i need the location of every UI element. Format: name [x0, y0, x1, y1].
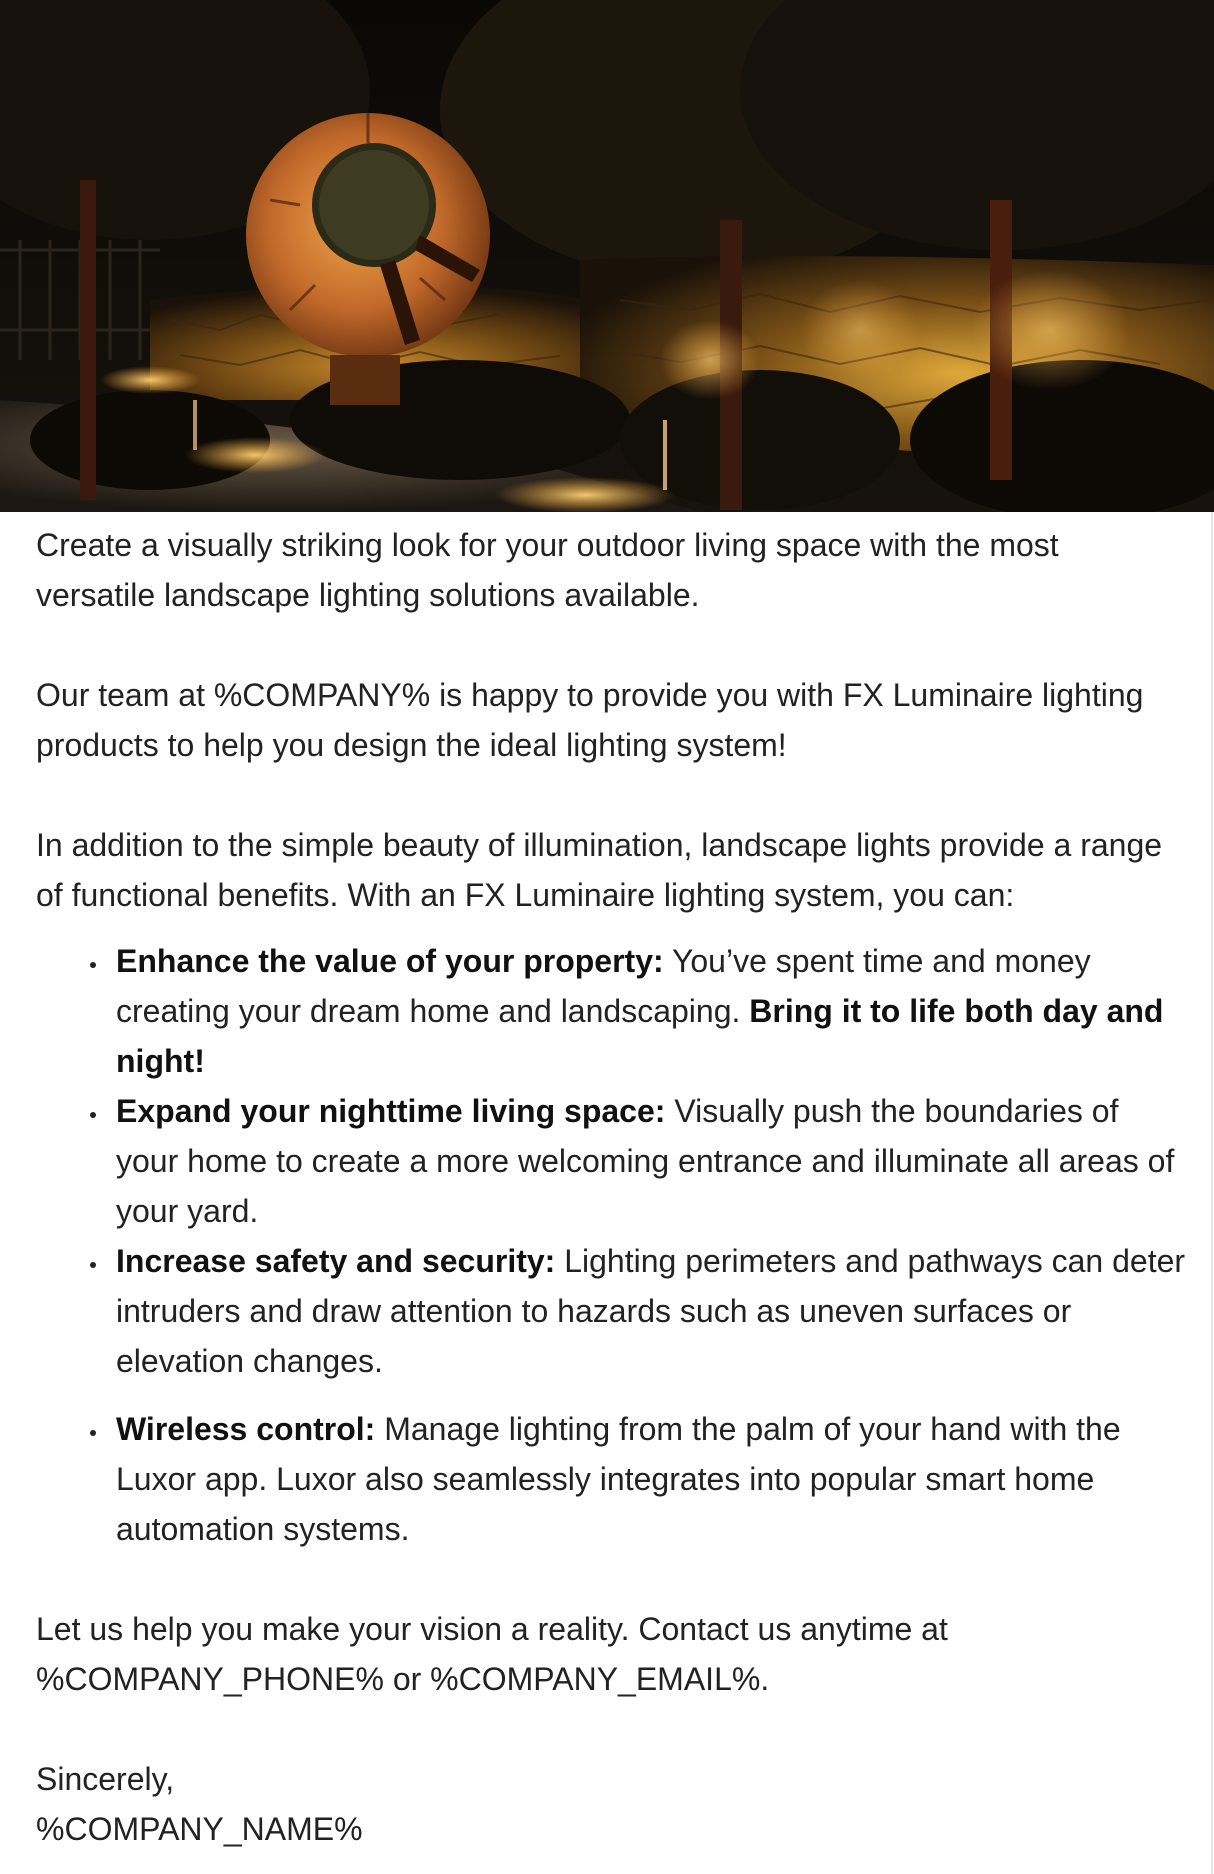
hero-image — [0, 0, 1214, 512]
benefit-text: Manage lighting from the palm of your hand with the Luxor app. Luxor also seamlessly integrates into popular smart home automation systems. — [116, 1411, 1121, 1547]
list-item — [116, 1086, 1186, 1236]
benefit-text: Lighting perimeters and pathways can deter intruders and draw attention to hazards such as uneven surfaces or elevation changes. — [116, 1243, 1186, 1379]
email-body — [36, 520, 1186, 1854]
benefit-emphasis: Bring it to life both day and night! — [116, 993, 1164, 1079]
company-paragraph: Our team at %COMPANY% is happy to provide you with FX Luminaire lighting products to help you design the ideal lighting system! — [36, 677, 1144, 763]
company-name-text: %COMPANY_NAME% — [36, 1811, 363, 1847]
list-item — [116, 1404, 1186, 1554]
page-edge-divider — [1211, 512, 1213, 1874]
list-item — [116, 1236, 1186, 1386]
night-garden-sculpture-photo-icon — [0, 0, 1214, 512]
benefits-intro-paragraph: In addition to the simple beauty of illumination, landscape lights provide a range of functional benefits. With an FX Luminaire lighting system, you can: — [36, 827, 1163, 913]
intro-paragraph: Create a visually striking look for your outdoor living space with the most versatile landscape lighting solutions available. — [36, 527, 1059, 613]
benefits-list — [36, 936, 1186, 1554]
benefit-title: Enhance the value of your property: — [116, 943, 664, 979]
signoff-text: Sincerely, — [36, 1761, 175, 1797]
signature-block — [36, 1754, 1186, 1854]
list-item — [116, 936, 1186, 1086]
benefit-title: Expand your nighttime living space: — [116, 1093, 666, 1129]
benefit-title: Wireless control: — [116, 1411, 376, 1447]
contact-paragraph: Let us help you make your vision a reality. Contact us anytime at %COMPANY_PHONE% or %COMPANY_EMAIL%. — [36, 1611, 948, 1697]
benefit-title: Increase safety and security: — [116, 1243, 556, 1279]
benefit-text: Visually push the boundaries of your home to create a more welcoming entrance and illuminate all areas of your yard. — [116, 1093, 1175, 1229]
benefit-text: You’ve spent time and money creating your dream home and landscaping. — [116, 943, 1091, 1029]
